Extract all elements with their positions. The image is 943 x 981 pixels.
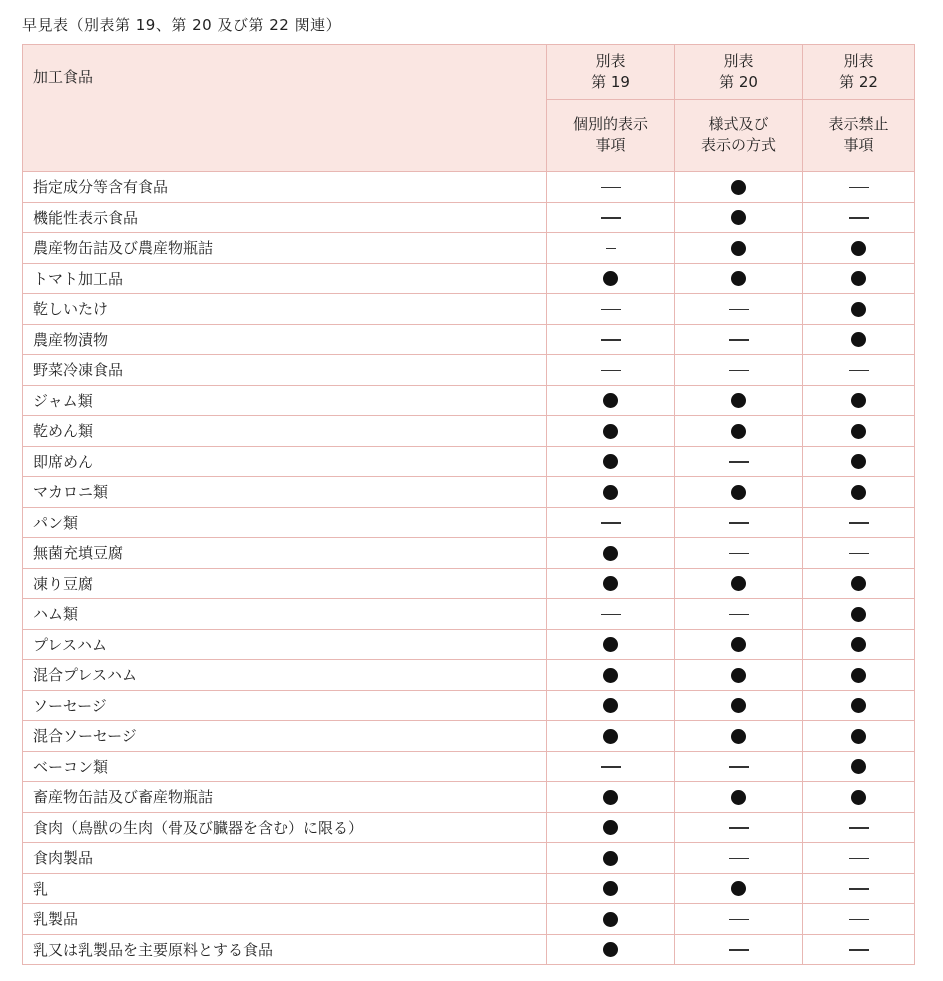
applies-mark [851,729,866,744]
food-name-cell: 乳 [23,873,547,904]
mark-cell [675,934,803,965]
not-applicable-mark [606,248,616,250]
not-applicable-mark [729,522,749,524]
applies-mark [731,393,746,408]
applies-mark [603,790,618,805]
applies-mark [603,393,618,408]
mark-cell [675,599,803,630]
mark-cell [547,599,675,630]
mark-cell [547,324,675,355]
mark-cell [803,477,915,508]
applies-mark [731,180,746,195]
applies-mark [731,241,746,256]
mark-cell [675,477,803,508]
mark-cell [675,507,803,538]
mark-cell [803,629,915,660]
mark-cell [803,782,915,813]
not-applicable-mark [601,614,621,616]
table-row [23,812,915,843]
header-desc-line2: 表示の方式 [700,136,776,155]
not-applicable-mark [849,187,869,189]
applies-mark [731,210,746,225]
table-row [23,446,915,477]
table-row [23,934,915,965]
mark-cell [803,538,915,569]
mark-cell [803,446,915,477]
mark-cell [547,355,675,386]
food-name-cell: 農産物缶詰及び農産物瓶詰 [23,233,547,264]
food-name-cell: 食肉（鳥獣の生肉（骨及び臓器を含む）に限る） [23,812,547,843]
applies-mark [731,576,746,591]
food-name-cell: 野菜冷凍食品 [23,355,547,386]
not-applicable-mark [849,553,869,555]
applies-mark [603,942,618,957]
table-row [23,233,915,264]
mark-cell [803,751,915,782]
mark-cell [675,446,803,477]
applies-mark [851,576,866,591]
food-name-cell: 乳製品 [23,904,547,935]
header-desc-line2: 事項 [843,136,874,155]
mark-cell [675,233,803,264]
mark-cell [675,751,803,782]
mark-cell [547,294,675,325]
applies-mark [731,881,746,896]
header-desc-line1: 様式及び [708,115,769,134]
food-name-cell: 農産物漬物 [23,324,547,355]
header-ref-line1: 別表 [723,51,754,70]
mark-cell [803,172,915,203]
table-row [23,629,915,660]
applies-mark [851,302,866,317]
applies-mark [851,454,866,469]
header-ref-line2: 第 20 [719,72,758,91]
table-row [23,294,915,325]
mark-cell [803,843,915,874]
table-row [23,416,915,447]
mark-cell [803,324,915,355]
not-applicable-mark [729,919,749,921]
food-name-cell: 乾しいたけ [23,294,547,325]
table-caption: 早見表（別表第 19、第 20 及び第 22 関連） [22,16,342,34]
header-ref-line2: 第 22 [839,72,878,91]
table-row [23,721,915,752]
mark-cell [675,629,803,660]
applies-mark [603,485,618,500]
mark-cell [803,660,915,691]
mark-cell [547,812,675,843]
not-applicable-mark [601,370,621,372]
table-row [23,202,915,233]
mark-cell [547,172,675,203]
food-name-cell: 即席めん [23,446,547,477]
mark-cell [547,934,675,965]
table-row [23,873,915,904]
table-row [23,782,915,813]
mark-cell [675,172,803,203]
mark-cell [547,721,675,752]
mark-cell [675,721,803,752]
not-applicable-mark [729,827,749,829]
not-applicable-mark [601,766,621,768]
not-applicable-mark [729,858,749,860]
not-applicable-mark [729,461,749,463]
applies-mark [731,729,746,744]
mark-cell [675,202,803,233]
mark-cell [675,538,803,569]
food-name-cell: 指定成分等含有食品 [23,172,547,203]
not-applicable-mark [849,522,869,524]
applies-mark [603,881,618,896]
food-name-cell: ハム類 [23,599,547,630]
mark-cell [675,782,803,813]
mark-cell [803,202,915,233]
food-name-cell: 畜産物缶詰及び畜産物瓶詰 [23,782,547,813]
applies-mark [851,241,866,256]
table-row [23,477,915,508]
applies-mark [603,729,618,744]
mark-cell [803,812,915,843]
not-applicable-mark [601,309,621,311]
not-applicable-mark [729,309,749,311]
food-name-cell: 食肉製品 [23,843,547,874]
mark-cell [547,477,675,508]
food-name-cell: ジャム類 [23,385,547,416]
mark-cell [803,873,915,904]
mark-cell [547,568,675,599]
mark-cell [803,599,915,630]
applies-mark [731,485,746,500]
mark-cell [547,690,675,721]
table-body [23,172,915,965]
table-row [23,263,915,294]
mark-cell [803,690,915,721]
applies-mark [603,546,618,561]
mark-cell [547,904,675,935]
not-applicable-mark [601,217,621,219]
applies-mark [731,637,746,652]
food-name-cell: 機能性表示食品 [23,202,547,233]
applies-mark [603,820,618,835]
not-applicable-mark [729,766,749,768]
table-row [23,690,915,721]
applies-mark [603,668,618,683]
applies-mark [603,637,618,652]
applies-mark [603,576,618,591]
food-name-cell: 乾めん類 [23,416,547,447]
mark-cell [803,721,915,752]
food-name-cell: 乳又は乳製品を主要原料とする食品 [23,934,547,965]
food-name-cell: トマト加工品 [23,263,547,294]
applies-mark [603,912,618,927]
applies-mark [851,393,866,408]
not-applicable-mark [849,949,869,951]
mark-cell [675,416,803,447]
header-desc-line1: 表示禁止 [828,115,889,134]
not-applicable-mark [601,522,621,524]
not-applicable-mark [729,949,749,951]
quick-reference-table [22,44,915,965]
not-applicable-mark [601,187,621,189]
table-row [23,507,915,538]
mark-cell [547,263,675,294]
mark-cell [803,294,915,325]
mark-cell [803,568,915,599]
mark-cell [675,660,803,691]
header-appendix-20 [675,45,803,100]
applies-mark [603,454,618,469]
mark-cell [547,843,675,874]
mark-cell [675,294,803,325]
applies-mark [851,637,866,652]
header-ref-line2: 第 19 [591,72,630,91]
header-desc-line2: 事項 [595,136,626,155]
not-applicable-mark [849,858,869,860]
header-format-method [675,99,803,171]
header-individual-items [547,99,675,171]
table-row [23,660,915,691]
mark-cell [803,233,915,264]
mark-cell [803,507,915,538]
applies-mark [731,790,746,805]
not-applicable-mark [729,339,749,341]
applies-mark [603,271,618,286]
table-row [23,843,915,874]
header-appendix-19 [547,45,675,100]
applies-mark [851,271,866,286]
food-name-cell: プレスハム [23,629,547,660]
mark-cell [675,690,803,721]
applies-mark [851,698,866,713]
not-applicable-mark [601,339,621,341]
mark-cell [547,202,675,233]
food-name-cell: 混合ソーセージ [23,721,547,752]
table-row [23,599,915,630]
mark-cell [675,904,803,935]
mark-cell [547,873,675,904]
food-name-cell: 混合プレスハム [23,660,547,691]
mark-cell [547,416,675,447]
mark-cell [547,660,675,691]
food-name-cell: マカロニ類 [23,477,547,508]
header-desc-line1: 個別的表示 [572,115,648,134]
mark-cell [675,568,803,599]
food-name-cell: 凍り豆腐 [23,568,547,599]
mark-cell [547,507,675,538]
not-applicable-mark [849,888,869,890]
header-ref-line1: 別表 [843,51,874,70]
mark-cell [803,355,915,386]
mark-cell [547,446,675,477]
mark-cell [675,843,803,874]
mark-cell [547,385,675,416]
mark-cell [803,934,915,965]
mark-cell [803,416,915,447]
food-name-cell: パン類 [23,507,547,538]
mark-cell [547,751,675,782]
mark-cell [803,385,915,416]
mark-cell [547,629,675,660]
not-applicable-mark [849,827,869,829]
mark-cell [547,233,675,264]
mark-cell [675,355,803,386]
not-applicable-mark [729,553,749,555]
applies-mark [851,332,866,347]
applies-mark [851,759,866,774]
mark-cell [675,324,803,355]
applies-mark [851,790,866,805]
header-ref-line1: 別表 [595,51,626,70]
applies-mark [851,668,866,683]
applies-mark [731,271,746,286]
table-row [23,172,915,203]
applies-mark [851,607,866,622]
not-applicable-mark [729,614,749,616]
mark-cell [547,782,675,813]
applies-mark [603,698,618,713]
table-row [23,538,915,569]
header-processed-food: 加工食品 [23,45,547,172]
table-row [23,751,915,782]
mark-cell [675,263,803,294]
table-row [23,385,915,416]
not-applicable-mark [849,919,869,921]
food-name-cell: ベーコン類 [23,751,547,782]
applies-mark [603,424,618,439]
applies-mark [731,424,746,439]
table-row [23,904,915,935]
table-row [23,355,915,386]
applies-mark [603,851,618,866]
applies-mark [731,668,746,683]
mark-cell [675,812,803,843]
mark-cell [803,904,915,935]
mark-cell [803,263,915,294]
food-name-cell: 無菌充填豆腐 [23,538,547,569]
table-row [23,568,915,599]
not-applicable-mark [729,370,749,372]
not-applicable-mark [849,217,869,219]
header-prohibited-items [803,99,915,171]
mark-cell [675,385,803,416]
not-applicable-mark [849,370,869,372]
food-name-cell: ソーセージ [23,690,547,721]
applies-mark [851,424,866,439]
applies-mark [731,698,746,713]
table-row [23,324,915,355]
applies-mark [851,485,866,500]
mark-cell [675,873,803,904]
header-appendix-22 [803,45,915,100]
mark-cell [547,538,675,569]
